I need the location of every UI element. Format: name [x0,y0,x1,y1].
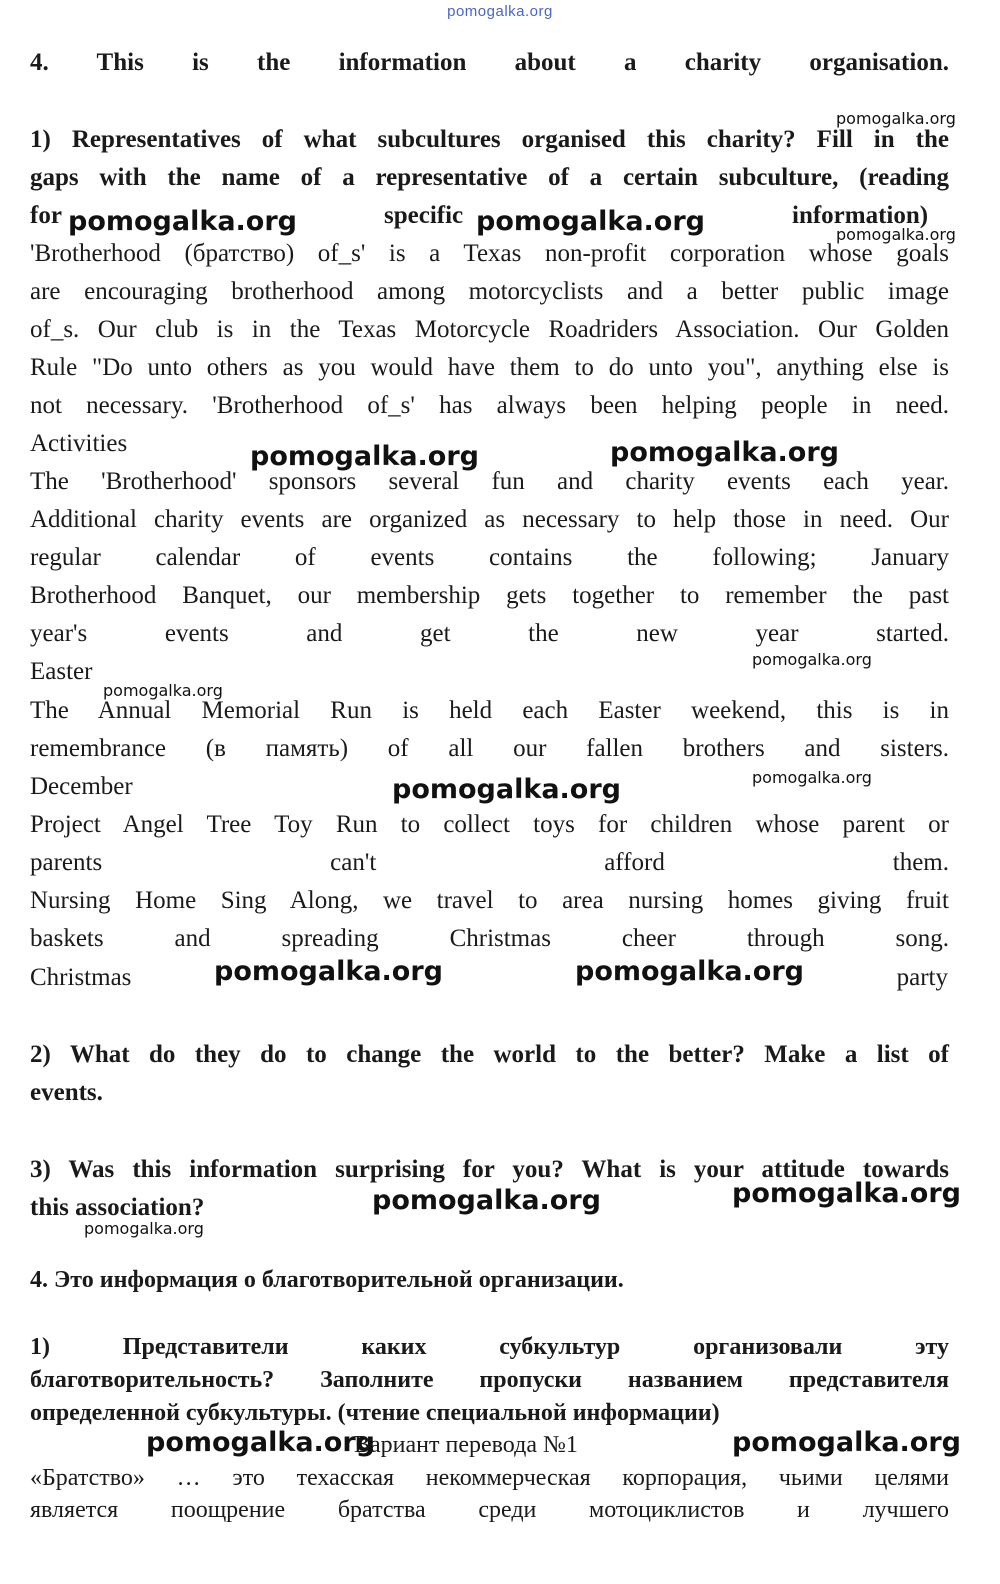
section-heading-activities: Activities [30,430,128,457]
watermark: pomogalka.org [103,681,223,700]
watermark: pomogalka.org [836,225,956,244]
text-line: The Annual Memorial Run is held each Easter weekend, this is in [30,697,949,724]
section-heading-easter: Easter [30,658,93,685]
ru-task-title: 4. Это информация о благотворительной организации. [30,1267,624,1293]
watermark: pomogalka.org [372,1185,601,1216]
watermark: pomogalka.org [250,441,479,472]
text-line: Project Angel Tree Toy Run to collect toys for children whose parent or [30,811,949,838]
ru-text-line: является поощрение братства среди мотоциклистов и лучшего [30,1497,949,1523]
text-line: regular calendar of events contains the following; January [30,544,949,571]
text-line: are encouraging brotherhood among motorcyclists and a better public image [30,278,949,305]
text-line: Nursing Home Sing Along, we travel to area nursing homes giving fruit [30,887,949,914]
ru-question-1-line-2: благотворительность? Заполните пропуски названием представителя [30,1367,949,1393]
text-christmas: Christmas [30,964,132,991]
section-heading-december: December [30,773,133,800]
task-title: 4. This is the information about a charity organisation. [30,49,949,76]
text-line: of_s. Our club is in the Texas Motorcycle Roadriders Association. Our Golden [30,316,949,343]
ru-variant-label: Вариант перевода №1 [354,1432,578,1458]
question-2-line-1: 2) What do they do to change the world to the better? Make a list of [30,1041,949,1068]
text-line: not necessary. 'Brotherhood of_s' has always been helping people in need. [30,392,949,419]
site-header-link[interactable]: pomogalka.org [447,3,553,20]
question-1-word-for: for [30,202,62,229]
text-line: Additional charity events are organized as necessary to help those in need. Our [30,506,949,533]
question-2-line-2: events. [30,1079,103,1106]
watermark: pomogalka.org [575,956,804,987]
watermark: pomogalka.org [68,206,297,237]
watermark: pomogalka.org [610,437,839,468]
ru-question-1-line-1: 1) Представители каких субкультур организовали эту [30,1334,949,1360]
question-3-line-1: 3) Was this information surprising for you? What is your attitude towards [30,1156,949,1183]
text-line: baskets and spreading Christmas cheer through song. [30,925,949,952]
watermark: pomogalka.org [84,1219,204,1238]
text-line: Rule "Do unto others as you would have them to do unto you", anything else is [30,354,949,381]
text-party: party [896,964,948,991]
question-3-line-2: this association? [30,1194,205,1221]
question-1-line-2: gaps with the name of a representative of a certain subculture, (reading [30,164,949,191]
text-line: parents can't afford them. [30,849,949,876]
watermark: pomogalka.org [752,768,872,787]
text-line: year's events and get the new year started. [30,620,949,647]
watermark: pomogalka.org [752,650,872,669]
text-line: The 'Brotherhood' sponsors several fun and charity events each year. [30,468,949,495]
watermark: pomogalka.org [146,1427,375,1458]
question-1-word-specific: specific [384,202,464,229]
text-line: remembrance (в память) of all our fallen brothers and sisters. [30,735,949,762]
watermark: pomogalka.org [836,109,956,128]
watermark: pomogalka.org [476,206,705,237]
watermark: pomogalka.org [214,956,443,987]
text-line: 'Brotherhood (братство) of_s' is a Texas non-profit corporation whose goals [30,240,949,267]
watermark: pomogalka.org [732,1427,961,1458]
text-line: Brotherhood Banquet, our membership gets together to remember the past [30,582,949,609]
ru-question-1-line-3: определенной субкультуры. (чтение специальной информации) [30,1400,720,1426]
watermark: pomogalka.org [392,774,621,805]
watermark: pomogalka.org [732,1178,961,1209]
question-1-word-information: information) [792,202,929,229]
question-1-line-1: 1) Representatives of what subcultures organised this charity? Fill in the [30,126,949,153]
ru-text-line: «Братство» … это техасская некоммерческая корпорация, чьими целями [30,1465,949,1491]
